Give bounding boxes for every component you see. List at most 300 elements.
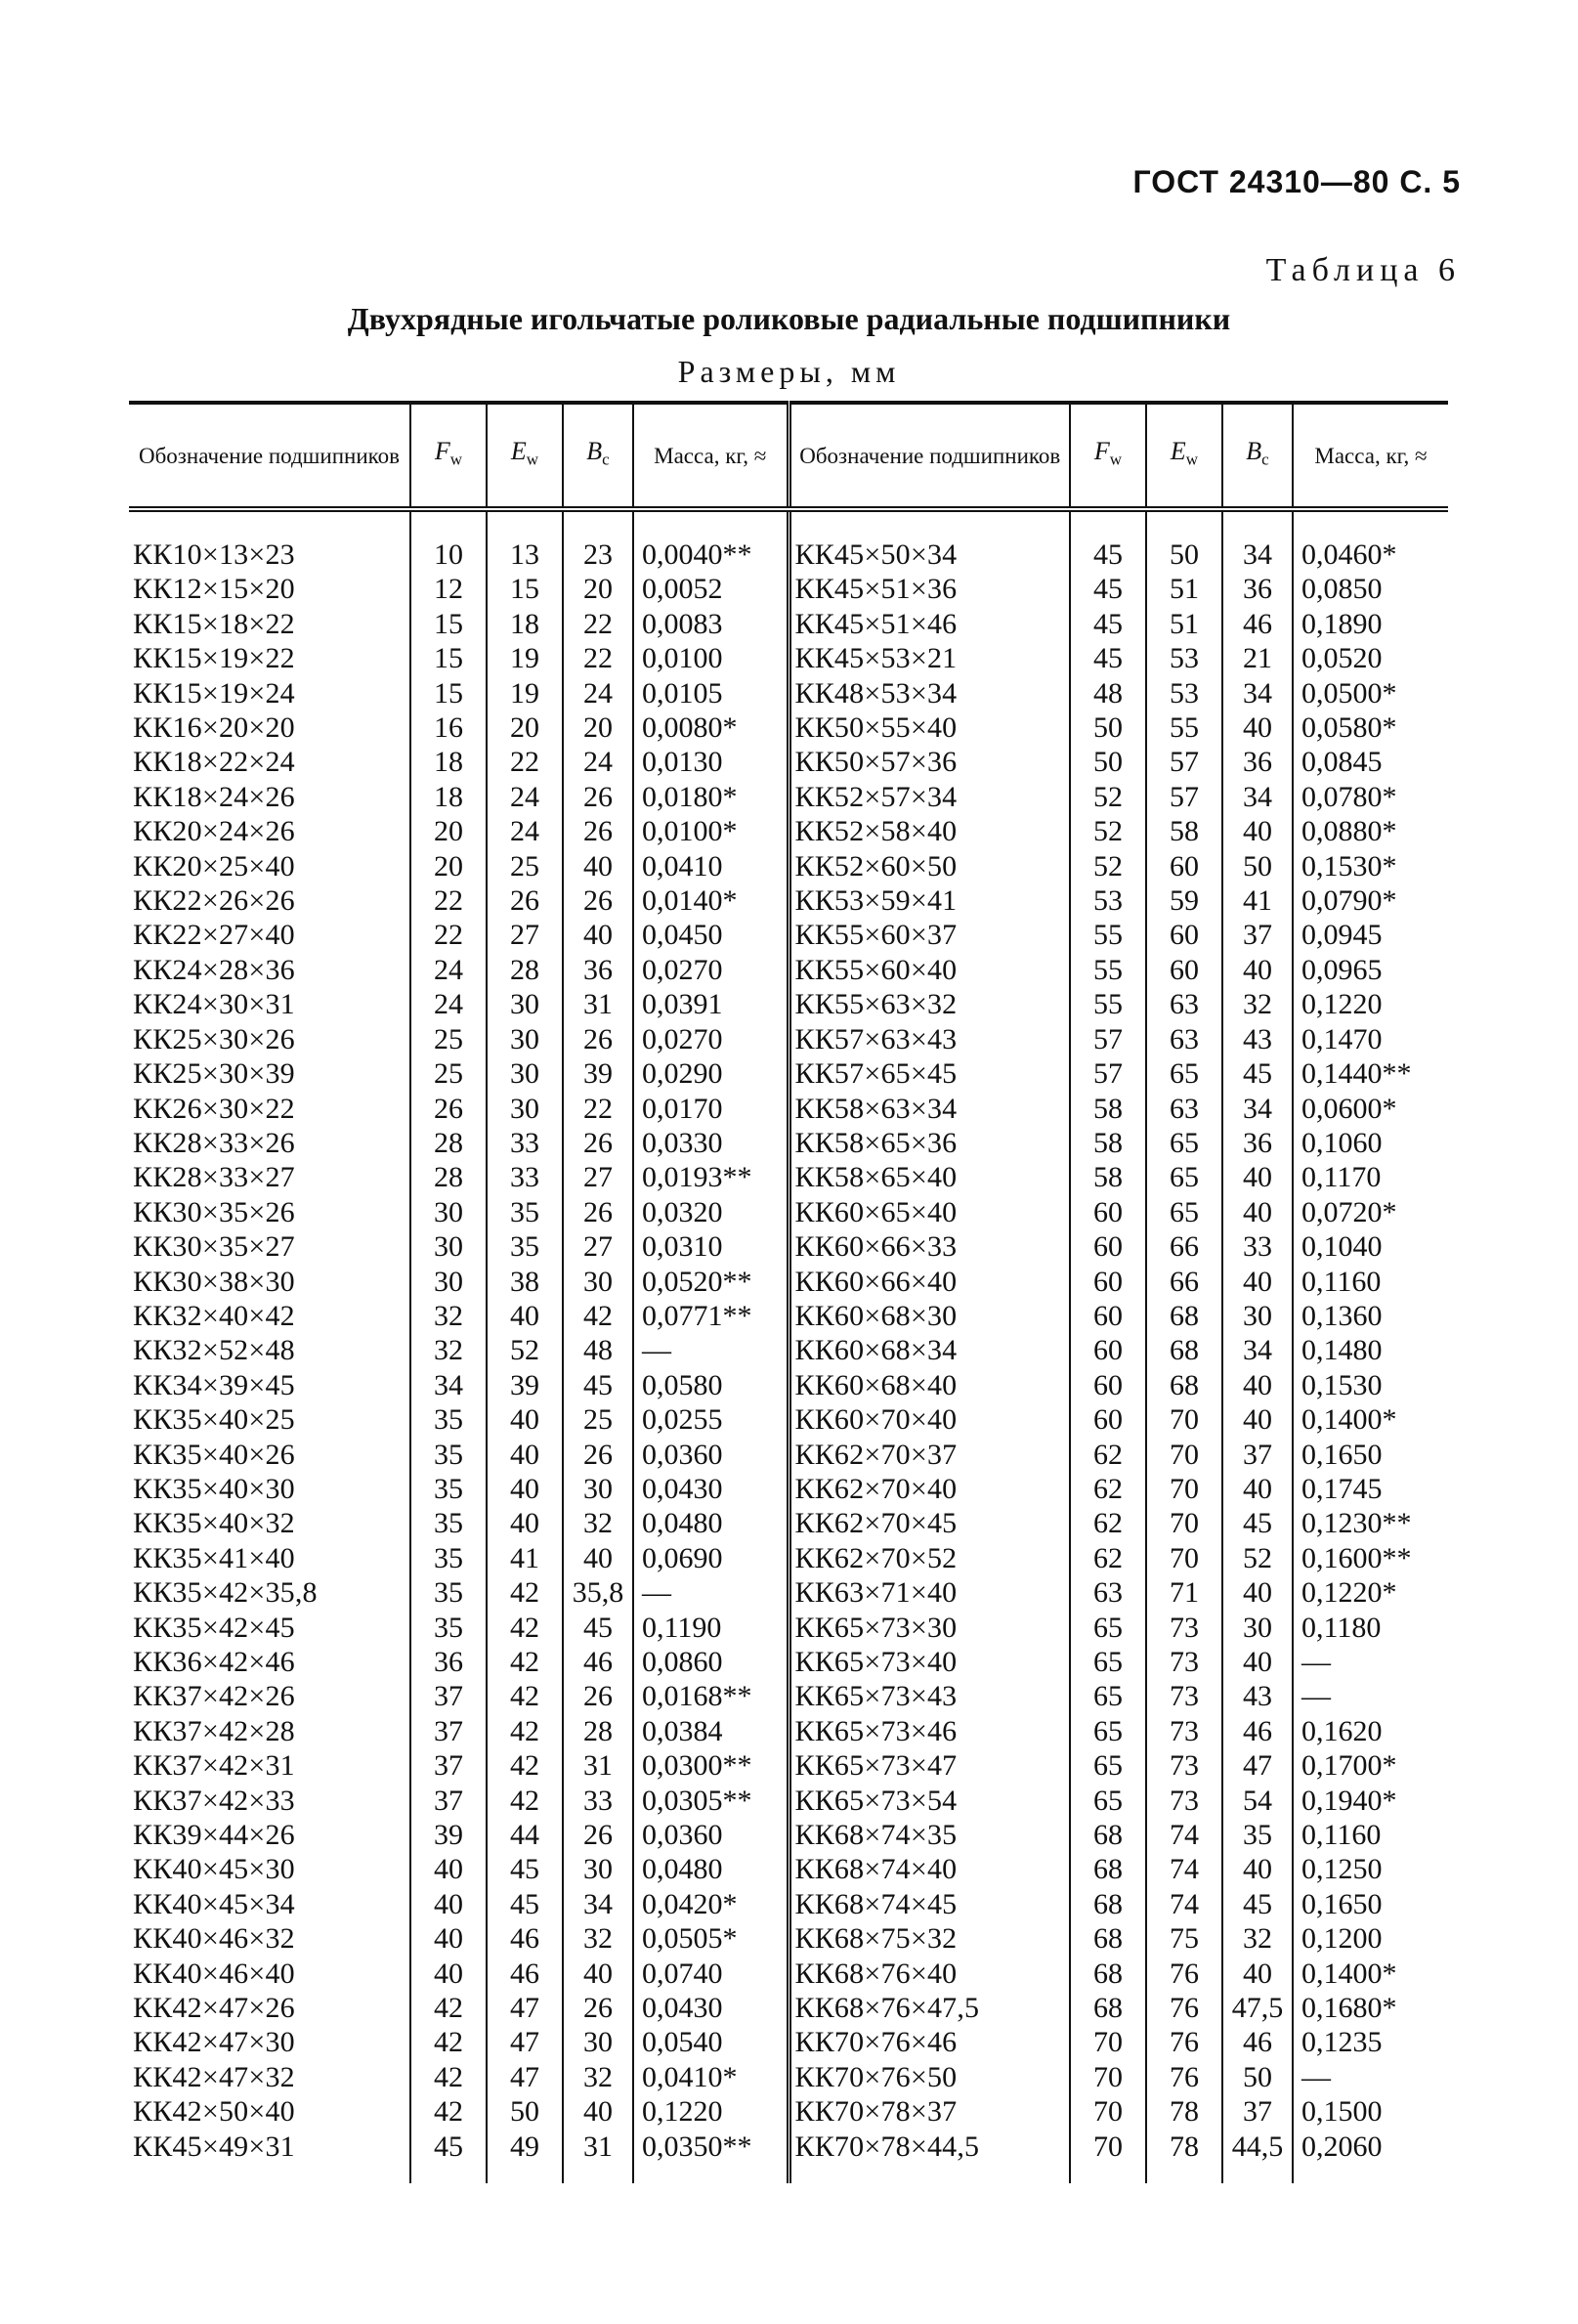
cell-designation-left: КК36×42×46	[129, 1645, 410, 1679]
cell-designation-left: КК40×45×30	[129, 1852, 410, 1886]
cell-bc-right: 36	[1222, 572, 1293, 606]
cell-mass-left: 0,0105	[633, 676, 789, 710]
cell-ew-right: 55	[1146, 710, 1222, 745]
cell-mass-right: 0,1480	[1301, 1334, 1383, 1367]
table-row	[129, 1575, 1448, 1610]
table-row	[129, 1957, 1448, 1991]
cell-mass-right: 0,1360	[1301, 1299, 1383, 1332]
cell-ew-left: 28	[487, 953, 563, 987]
cell-mass-left: 0,0320	[633, 1195, 789, 1229]
cell-bc-right: 40	[1222, 1472, 1293, 1506]
cell-bc-left: 26	[563, 883, 633, 918]
cell-fw-right: 52	[1070, 780, 1146, 814]
cell-designation-left: КК16×20×20	[129, 710, 410, 745]
table-row	[129, 1022, 1448, 1056]
cell-mass-left: —	[633, 1333, 789, 1367]
cell-bc-right: 44,5	[1222, 2130, 1293, 2164]
cell-mass-left: 0,0520**	[633, 1265, 789, 1299]
cell-bc-right: 36	[1222, 745, 1293, 779]
col-ew-right: $E_w$	[1146, 403, 1222, 509]
cell-bc-right: 52	[1222, 1541, 1293, 1575]
cell-designation-right: КК55×60×37	[789, 918, 1070, 952]
cell-bc-right: 33	[1222, 1229, 1293, 1264]
cell-designation-right: КК60×65×40	[789, 1195, 1070, 1229]
table-row	[129, 1229, 1448, 1264]
col-mass-left: Масса, кг, ≈	[633, 403, 789, 509]
cell-mass-right: 0,1060	[1301, 1126, 1383, 1159]
cell-designation-right: КК45×51×46	[789, 607, 1070, 641]
cell-ew-right: 63	[1146, 987, 1222, 1021]
cell-ew-right: 70	[1146, 1541, 1222, 1575]
cell-ew-right: 70	[1146, 1438, 1222, 1472]
cell-designation-left: КК30×35×26	[129, 1195, 410, 1229]
cell-fw-right: 62	[1070, 1472, 1146, 1506]
cell-designation-left: КК35×41×40	[129, 1541, 410, 1575]
cell-mass-left: 0,0130	[633, 745, 789, 779]
cell-mass-right: 0,1500	[1301, 2095, 1383, 2129]
cell-bc-right: 50	[1222, 2060, 1293, 2094]
cell-mass-left: 0,0290	[633, 1056, 789, 1091]
cell-fw-left: 37	[410, 1714, 487, 1748]
cell-bc-left: 24	[563, 745, 633, 779]
cell-mass-right: 0,1235	[1301, 2026, 1383, 2059]
cell-designation-left: КК42×47×30	[129, 2025, 410, 2059]
cell-mass-right: —	[1301, 2060, 1331, 2093]
cell-designation-left: КК20×25×40	[129, 849, 410, 883]
cell-fw-left: 25	[410, 1056, 487, 1091]
table-row	[129, 1887, 1448, 1921]
cell-ew-right: 66	[1146, 1229, 1222, 1264]
cell-bc-left: 40	[563, 2094, 633, 2129]
cell-bc-left: 45	[563, 1368, 633, 1402]
cell-mass-left: 0,0450	[633, 918, 789, 952]
cell-bc-right: 37	[1222, 1438, 1293, 1472]
cell-fw-right: 68	[1070, 1818, 1146, 1852]
cell-mass-right: 0,0780*	[1301, 780, 1397, 813]
cell-mass-left: 0,0540	[633, 2025, 789, 2059]
col-bc-left: $B_c$	[563, 403, 633, 509]
cell-designation-right: КК60×66×40	[789, 1265, 1070, 1299]
cell-mass-right: 0,1170	[1301, 1161, 1382, 1194]
cell-fw-right: 68	[1070, 1852, 1146, 1886]
cell-bc-left: 20	[563, 572, 633, 606]
cell-designation-left: КК42×50×40	[129, 2094, 410, 2129]
cell-designation-left: КК40×46×32	[129, 1921, 410, 1956]
col-bc-right: $B_c$	[1222, 403, 1293, 509]
cell-fw-right: 68	[1070, 1991, 1146, 2025]
cell-mass-right: 0,1400*	[1301, 1403, 1397, 1437]
cell-designation-right: КК58×65×36	[789, 1126, 1070, 1160]
cell-bc-left: 30	[563, 1852, 633, 1886]
cell-designation-left: КК40×46×40	[129, 1957, 410, 1991]
cell-mass-left: 0,0480	[633, 1852, 789, 1886]
cell-designation-right: КК60×68×34	[789, 1333, 1070, 1367]
table-row	[129, 676, 1448, 710]
cell-fw-right: 68	[1070, 1887, 1146, 1921]
cell-mass-left: 0,0391	[633, 987, 789, 1021]
cell-fw-right: 57	[1070, 1056, 1146, 1091]
cell-ew-left: 47	[487, 1991, 563, 2025]
cell-ew-right: 60	[1146, 849, 1222, 883]
cell-mass-left: 0,0052	[633, 572, 789, 606]
table-number: Таблица 6	[1265, 252, 1461, 288]
cell-mass-right: 0,0880*	[1301, 815, 1397, 848]
cell-mass-left: 0,0410*	[633, 2060, 789, 2094]
bearings-table	[129, 401, 1448, 2183]
cell-fw-left: 42	[410, 1991, 487, 2025]
cell-mass-right: 0,1200	[1301, 1922, 1383, 1956]
cell-ew-left: 26	[487, 883, 563, 918]
cell-ew-right: 63	[1146, 1022, 1222, 1056]
cell-fw-right: 70	[1070, 2060, 1146, 2094]
cell-ew-left: 42	[487, 1679, 563, 1713]
cell-bc-left: 34	[563, 1887, 633, 1921]
cell-bc-right: 46	[1222, 2025, 1293, 2059]
table-row	[129, 2025, 1448, 2059]
cell-designation-left: КК24×28×36	[129, 953, 410, 987]
cell-designation-left: КК40×45×34	[129, 1887, 410, 1921]
cell-mass-right: 0,1600**	[1301, 1541, 1412, 1574]
table-row	[129, 1818, 1448, 1852]
table-row	[129, 745, 1448, 779]
cell-bc-left: 22	[563, 1092, 633, 1126]
cell-ew-right: 70	[1146, 1402, 1222, 1437]
cell-designation-right: КК65×73×54	[789, 1784, 1070, 1818]
cell-designation-left: КК22×27×40	[129, 918, 410, 952]
cell-fw-left: 18	[410, 745, 487, 779]
cell-fw-right: 58	[1070, 1160, 1146, 1194]
col-ew-left: $E_w$	[487, 403, 563, 509]
cell-designation-right: КК68×74×40	[789, 1852, 1070, 1886]
table-row	[129, 1126, 1448, 1160]
cell-mass-right: 0,1230**	[1301, 1507, 1412, 1540]
table-row	[129, 1056, 1448, 1091]
cell-mass-left: 0,0100	[633, 641, 789, 675]
cell-bc-left: 31	[563, 987, 633, 1021]
cell-mass-left: 0,0740	[633, 1957, 789, 1991]
cell-fw-right: 60	[1070, 1402, 1146, 1437]
cell-bc-left: 39	[563, 1056, 633, 1091]
cell-fw-left: 35	[410, 1402, 487, 1437]
cell-fw-right: 68	[1070, 1921, 1146, 1956]
cell-bc-right: 36	[1222, 1126, 1293, 1160]
cell-fw-left: 30	[410, 1265, 487, 1299]
cell-fw-left: 40	[410, 1921, 487, 1956]
cell-designation-left: КК26×30×22	[129, 1092, 410, 1126]
cell-bc-right: 40	[1222, 1645, 1293, 1679]
cell-designation-left: КК35×42×45	[129, 1611, 410, 1645]
cell-ew-right: 65	[1146, 1126, 1222, 1160]
table-row	[129, 2130, 1448, 2164]
cell-mass-left: 0,0430	[633, 1472, 789, 1506]
cell-ew-right: 76	[1146, 1991, 1222, 2025]
cell-bc-right: 40	[1222, 814, 1293, 848]
cell-bc-left: 26	[563, 1195, 633, 1229]
cell-fw-right: 60	[1070, 1265, 1146, 1299]
cell-ew-right: 78	[1146, 2094, 1222, 2129]
cell-mass-right: 0,0600*	[1301, 1092, 1397, 1125]
cell-bc-left: 32	[563, 1921, 633, 1956]
cell-fw-left: 35	[410, 1438, 487, 1472]
cell-fw-left: 34	[410, 1368, 487, 1402]
table-row	[129, 953, 1448, 987]
cell-bc-right: 45	[1222, 1056, 1293, 1091]
cell-ew-left: 40	[487, 1299, 563, 1333]
cell-designation-right: КК50×55×40	[789, 710, 1070, 745]
cell-mass-left: 0,0170	[633, 1092, 789, 1126]
cell-mass-left: 0,0690	[633, 1541, 789, 1575]
cell-mass-right: 0,1220*	[1301, 1576, 1397, 1610]
cell-mass-left: 0,0410	[633, 849, 789, 883]
cell-fw-left: 24	[410, 987, 487, 1021]
table-row	[129, 883, 1448, 918]
cell-ew-left: 38	[487, 1265, 563, 1299]
cell-designation-right: КК68×75×32	[789, 1921, 1070, 1956]
cell-fw-right: 52	[1070, 814, 1146, 848]
cell-designation-left: КК20×24×26	[129, 814, 410, 848]
cell-bc-left: 40	[563, 1957, 633, 1991]
cell-mass-right: 0,1745	[1301, 1472, 1383, 1505]
cell-mass-left: 0,0193**	[633, 1160, 789, 1194]
table-row	[129, 1611, 1448, 1645]
cell-bc-left: 32	[563, 1506, 633, 1540]
table-row	[129, 641, 1448, 675]
cell-ew-left: 35	[487, 1195, 563, 1229]
cell-designation-right: КК68×76×47,5	[789, 1991, 1070, 2025]
cell-ew-right: 63	[1146, 1092, 1222, 1126]
cell-mass-left: 0,0360	[633, 1818, 789, 1852]
cell-designation-left: КК28×33×27	[129, 1160, 410, 1194]
cell-mass-left: 0,0420*	[633, 1887, 789, 1921]
cell-designation-left: КК18×22×24	[129, 745, 410, 779]
col-fw-right: $F_w$	[1070, 403, 1146, 509]
table-row	[129, 1714, 1448, 1748]
cell-fw-left: 28	[410, 1160, 487, 1194]
cell-ew-left: 40	[487, 1402, 563, 1437]
cell-ew-right: 70	[1146, 1472, 1222, 1506]
cell-designation-right: КК68×74×45	[789, 1887, 1070, 1921]
table-row	[129, 780, 1448, 814]
cell-ew-right: 57	[1146, 745, 1222, 779]
cell-designation-right: КК53×59×41	[789, 883, 1070, 918]
cell-ew-right: 59	[1146, 883, 1222, 918]
cell-ew-right: 71	[1146, 1575, 1222, 1610]
cell-bc-left: 40	[563, 918, 633, 952]
table-row	[129, 1160, 1448, 1194]
cell-mass-left: —	[633, 1575, 789, 1610]
cell-ew-right: 78	[1146, 2130, 1222, 2164]
cell-bc-right: 40	[1222, 953, 1293, 987]
cell-ew-right: 75	[1146, 1921, 1222, 1956]
table-row	[129, 987, 1448, 1021]
cell-fw-left: 20	[410, 849, 487, 883]
cell-ew-left: 27	[487, 918, 563, 952]
cell-ew-right: 51	[1146, 607, 1222, 641]
cell-ew-right: 74	[1146, 1887, 1222, 1921]
cell-designation-right: КК60×66×33	[789, 1229, 1070, 1264]
cell-designation-right: КК65×73×40	[789, 1645, 1070, 1679]
cell-fw-right: 57	[1070, 1022, 1146, 1056]
cell-fw-left: 36	[410, 1645, 487, 1679]
cell-fw-left: 37	[410, 1679, 487, 1713]
cell-bc-left: 40	[563, 1541, 633, 1575]
cell-fw-left: 25	[410, 1022, 487, 1056]
cell-mass-left: 0,1220	[633, 2094, 789, 2129]
cell-ew-left: 13	[487, 509, 563, 572]
cell-bc-right: 45	[1222, 1887, 1293, 1921]
cell-fw-left: 35	[410, 1541, 487, 1575]
cell-fw-left: 40	[410, 1887, 487, 1921]
cell-ew-right: 51	[1146, 572, 1222, 606]
table-title: Двухрядные игольчатые роликовые радиальные подшипники	[347, 301, 1231, 336]
cell-bc-left: 48	[563, 1333, 633, 1367]
table-row	[129, 1645, 1448, 1679]
cell-fw-right: 65	[1070, 1784, 1146, 1818]
cell-fw-right: 60	[1070, 1229, 1146, 1264]
cell-bc-right: 32	[1222, 987, 1293, 1021]
table-row	[129, 572, 1448, 606]
cell-bc-right: 43	[1222, 1022, 1293, 1056]
cell-ew-left: 44	[487, 1818, 563, 1852]
cell-ew-left: 47	[487, 2025, 563, 2059]
cell-designation-left: КК35×42×35,8	[129, 1575, 410, 1610]
cell-fw-left: 42	[410, 2060, 487, 2094]
table-row	[129, 1265, 1448, 1299]
cell-designation-right: КК62×70×45	[789, 1506, 1070, 1540]
cell-designation-right: КК52×58×40	[789, 814, 1070, 848]
cell-designation-left: КК15×18×22	[129, 607, 410, 641]
cell-mass-left: 0,0860	[633, 1645, 789, 1679]
cell-designation-right: КК68×74×35	[789, 1818, 1070, 1852]
cell-mass-left: 0,0300**	[633, 1748, 789, 1783]
cell-designation-left: КК25×30×39	[129, 1056, 410, 1091]
cell-bc-left: 23	[563, 509, 633, 572]
cell-designation-right: КК60×68×40	[789, 1368, 1070, 1402]
cell-bc-left: 35,8	[563, 1575, 633, 1610]
cell-bc-right: 47,5	[1222, 1991, 1293, 2025]
cell-ew-right: 73	[1146, 1645, 1222, 1679]
cell-designation-right: КК70×78×37	[789, 2094, 1070, 2129]
cell-mass-right: 0,1440**	[1301, 1057, 1412, 1091]
cell-mass-left: 0,0180*	[633, 780, 789, 814]
cell-fw-left: 35	[410, 1506, 487, 1540]
cell-ew-left: 22	[487, 745, 563, 779]
cell-mass-left: 0,0040**	[633, 509, 789, 572]
cell-ew-left: 41	[487, 1541, 563, 1575]
cell-mass-right: 0,0520	[1301, 642, 1383, 675]
cell-designation-right: КК55×60×40	[789, 953, 1070, 987]
cell-bc-left: 22	[563, 641, 633, 675]
col-mass-right: Масса, кг, ≈	[1293, 403, 1448, 509]
cell-fw-left: 35	[410, 1575, 487, 1610]
cell-designation-right: КК70×76×50	[789, 2060, 1070, 2094]
cell-bc-right: 45	[1222, 1506, 1293, 1540]
cell-fw-right: 65	[1070, 1679, 1146, 1713]
cell-ew-left: 50	[487, 2094, 563, 2129]
cell-fw-left: 10	[410, 509, 487, 572]
cell-fw-right: 55	[1070, 953, 1146, 987]
cell-fw-right: 50	[1070, 745, 1146, 779]
table-row	[129, 2060, 1448, 2094]
cell-designation-left: КК15×19×24	[129, 676, 410, 710]
cell-fw-left: 35	[410, 1611, 487, 1645]
cell-ew-right: 73	[1146, 1714, 1222, 1748]
cell-ew-left: 33	[487, 1126, 563, 1160]
gost-header: ГОСТ 24310—80 С. 5	[1132, 164, 1461, 199]
cell-fw-left: 40	[410, 1852, 487, 1886]
cell-fw-left: 28	[410, 1126, 487, 1160]
table-row	[129, 1991, 1448, 2025]
cell-mass-left: 0,0100*	[633, 814, 789, 848]
cell-mass-right: 0,1530*	[1301, 849, 1397, 882]
cell-ew-right: 76	[1146, 1957, 1222, 1991]
cell-bc-right: 21	[1222, 641, 1293, 675]
cell-designation-left: КК39×44×26	[129, 1818, 410, 1852]
cell-designation-left: КК15×19×22	[129, 641, 410, 675]
cell-mass-right: 0,0790*	[1301, 884, 1397, 918]
cell-ew-left: 39	[487, 1368, 563, 1402]
cell-designation-left: КК25×30×26	[129, 1022, 410, 1056]
cell-ew-right: 53	[1146, 676, 1222, 710]
cell-mass-right: 0,2060	[1301, 2130, 1383, 2163]
cell-fw-right: 60	[1070, 1299, 1146, 1333]
cell-ew-right: 65	[1146, 1056, 1222, 1091]
cell-bc-left: 32	[563, 2060, 633, 2094]
cell-mass-left: 0,0360	[633, 1438, 789, 1472]
cell-fw-right: 60	[1070, 1195, 1146, 1229]
cell-bc-right: 37	[1222, 2094, 1293, 2129]
cell-ew-left: 42	[487, 1784, 563, 1818]
cell-mass-left: 0,0270	[633, 1022, 789, 1056]
cell-ew-left: 18	[487, 607, 563, 641]
cell-ew-right: 70	[1146, 1506, 1222, 1540]
cell-fw-left: 42	[410, 2025, 487, 2059]
cell-mass-right: —	[1301, 1680, 1331, 1713]
cell-bc-left: 26	[563, 1818, 633, 1852]
table-row	[129, 849, 1448, 883]
cell-ew-left: 46	[487, 1957, 563, 1991]
cell-fw-right: 45	[1070, 572, 1146, 606]
cell-mass-left: 0,0580	[633, 1368, 789, 1402]
table-row	[129, 1784, 1448, 1818]
cell-ew-left: 42	[487, 1645, 563, 1679]
cell-designation-left: КК22×26×26	[129, 883, 410, 918]
cell-mass-right: 0,1700*	[1301, 1749, 1397, 1783]
col-designation-right: Обозначение подшипников	[789, 403, 1070, 509]
cell-fw-right: 65	[1070, 1714, 1146, 1748]
cell-bc-right: 50	[1222, 849, 1293, 883]
cell-bc-left: 40	[563, 849, 633, 883]
cell-mass-right: 0,1250	[1301, 1853, 1383, 1886]
cell-ew-left: 24	[487, 814, 563, 848]
cell-bc-left: 26	[563, 1438, 633, 1472]
cell-ew-right: 65	[1146, 1160, 1222, 1194]
cell-bc-right: 40	[1222, 1957, 1293, 1991]
cell-designation-left: КК18×24×26	[129, 780, 410, 814]
cell-bc-right: 34	[1222, 780, 1293, 814]
cell-designation-right: КК65×73×46	[789, 1714, 1070, 1748]
cell-fw-left: 24	[410, 953, 487, 987]
table-units: Размеры, мм	[677, 354, 901, 389]
cell-bc-right: 41	[1222, 883, 1293, 918]
cell-bc-right: 46	[1222, 1714, 1293, 1748]
cell-fw-left: 40	[410, 1957, 487, 1991]
cell-mass-right: 0,1620	[1301, 1714, 1383, 1747]
cell-fw-left: 18	[410, 780, 487, 814]
cell-bc-left: 30	[563, 1265, 633, 1299]
cell-bc-left: 27	[563, 1229, 633, 1264]
cell-bc-left: 31	[563, 2130, 633, 2164]
